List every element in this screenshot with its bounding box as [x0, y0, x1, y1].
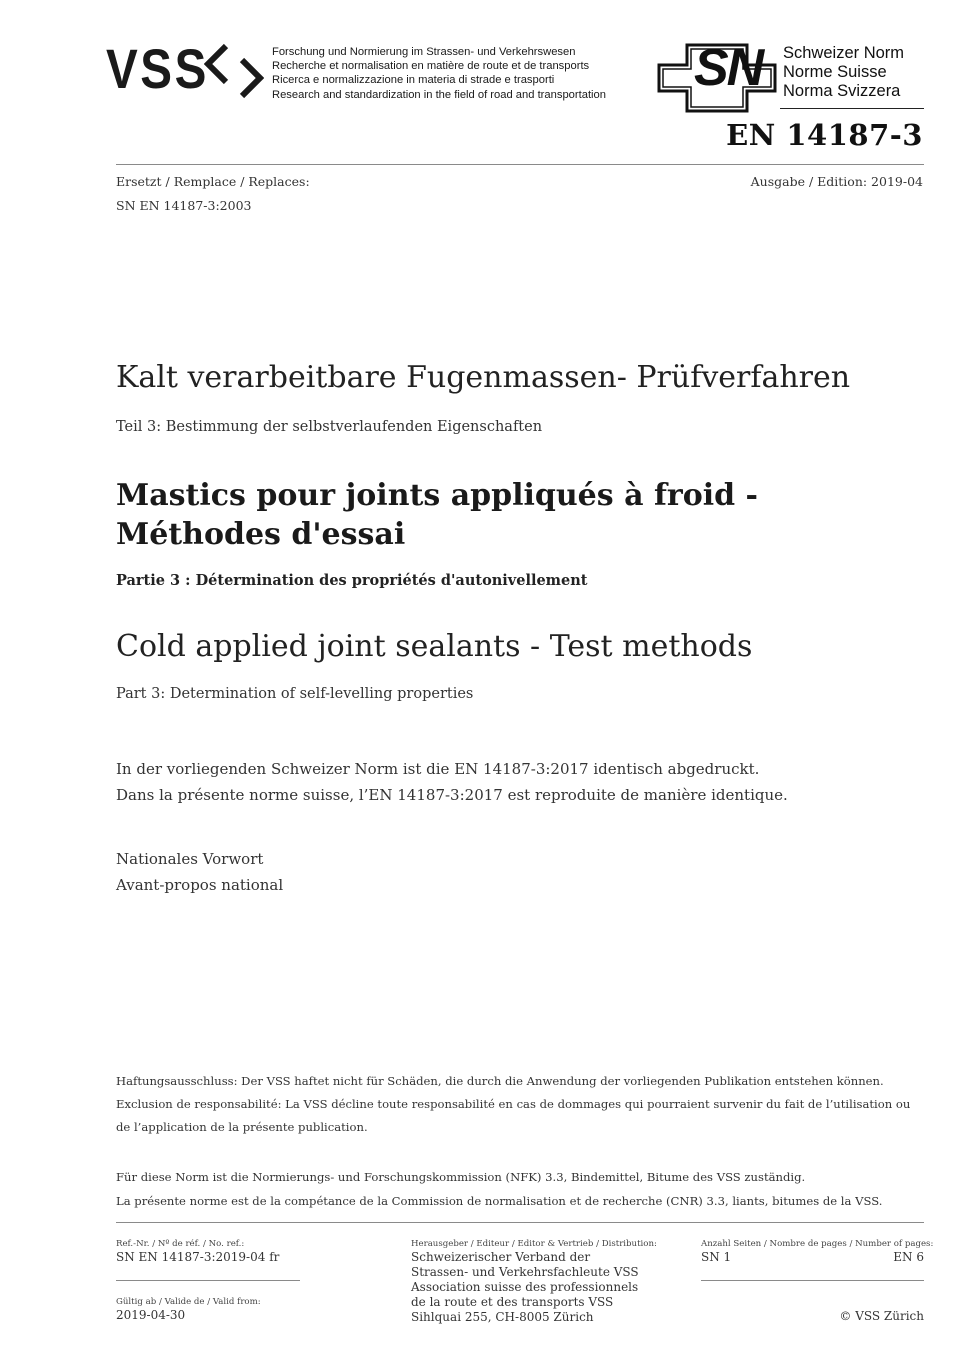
publisher-line: Schweizerischer Verband der — [411, 1250, 591, 1264]
page-count-divider — [701, 1280, 924, 1281]
title-german: Kalt verarbeitbare Fugenmassen- Prüfverfahren — [116, 360, 851, 395]
committee-german: Für diese Norm ist die Normierungs- und Forschungskommission (NFK) 3.3, Bindemittel, Bitume des VSS zuständig. — [116, 1170, 806, 1184]
reference-divider — [116, 1280, 300, 1281]
identical-note-german: In der vorliegenden Schweizer Norm ist die EN 14187-3:2017 identisch abgedruckt. — [116, 760, 760, 778]
sn-norm-name: Norme Suisse — [783, 63, 887, 82]
org-tagline-line: Ricerca e normalizzazione in materia di strade e trasporti — [272, 74, 555, 87]
footer-divider — [116, 1222, 924, 1223]
foreword-german: Nationales Vorwort — [116, 850, 264, 868]
replaces-label: Ersetzt / Remplace / Replaces: — [116, 174, 310, 189]
edition-info: Ausgabe / Edition: 2019-04 — [750, 174, 923, 189]
org-tagline — [272, 45, 606, 102]
page-count-en: EN 6 — [893, 1250, 924, 1264]
vss-logo-text: VSS — [106, 37, 209, 100]
subtitle-french: Partie 3 : Détermination des propriétés d'autonivellement — [116, 572, 588, 589]
sn-norm-name: Norma Svizzera — [783, 82, 901, 101]
reference-label: Ref.-Nr. / Nº de réf. / No. ref.: — [116, 1239, 245, 1249]
title-french — [116, 476, 758, 554]
title-french-line: Méthodes d'essai — [116, 517, 406, 552]
title-french-line: Mastics pour joints appliqués à froid - — [116, 478, 758, 513]
copyright: © VSS Zürich — [839, 1309, 924, 1323]
sn-logo-text: SN — [694, 39, 763, 97]
org-tagline-line: Forschung und Normierung im Strassen- und Verkehrswesen — [272, 46, 576, 58]
publisher-line: Sihlquai 255, CH-8005 Zürich — [411, 1310, 594, 1324]
document-number: EN 14187-3 — [726, 118, 923, 152]
subtitle-english: Part 3: Determination of self-levelling properties — [116, 686, 474, 702]
disclaimer-german: Haftungsausschluss: Der VSS haftet nicht für Schäden, die durch die Anwendung der vorliegenden Publikation entstehen können. — [116, 1074, 884, 1088]
identical-note-french: Dans la présente norme suisse, l’EN 14187-3:2017 est reproduite de manière identique. — [116, 786, 788, 804]
sn-logo-underline — [780, 108, 924, 109]
disclaimer-french-cont: de l’application de la présente publication. — [116, 1120, 368, 1134]
publisher-line: Association suisse des professionnels — [411, 1280, 639, 1294]
committee-french: La présente norme est de la compétance de la Commission de normalisation et de recherche (CNR) 3.3, liants, bitumes de la VSS. — [116, 1194, 883, 1208]
sn-norm-names — [783, 44, 904, 102]
header-divider — [116, 164, 924, 165]
valid-from-value: 2019-04-30 — [116, 1308, 186, 1322]
page-count-sn: SN 1 — [701, 1250, 732, 1264]
replaces-value: SN EN 14187-3:2003 — [116, 198, 252, 213]
org-tagline-line: Recherche et normalisation en matière de route et de transports — [272, 60, 590, 73]
valid-from-label: Gültig ab / Valide de / Valid from: — [116, 1297, 261, 1307]
org-tagline-line: Research and standardization in the field of road and transportation — [272, 88, 606, 101]
foreword-french: Avant-propos national — [116, 876, 284, 894]
reference-value: SN EN 14187-3:2019-04 fr — [116, 1250, 280, 1264]
disclaimer-french: Exclusion de responsabilité: La VSS décline toute responsabilité en cas de dommages qui pourraient survenir du fait de l’utilisation ou — [116, 1097, 911, 1111]
page-count-label: Anzahl Seiten / Nombre de pages / Number of pages: — [701, 1239, 934, 1249]
publisher-line: Strassen- und Verkehrsfachleute VSS — [411, 1265, 639, 1279]
publisher-address — [411, 1250, 639, 1325]
sn-norm-name: Schweizer Norm — [783, 44, 905, 62]
vss-logo — [106, 37, 266, 102]
publisher-line: de la route et des transports VSS — [411, 1295, 614, 1309]
title-english: Cold applied joint sealants - Test methods — [116, 629, 753, 664]
publisher-label: Herausgeber / Editeur / Editor & Vertrieb / Distribution: — [411, 1239, 657, 1249]
subtitle-german: Teil 3: Bestimmung der selbstverlaufenden Eigenschaften — [116, 419, 543, 435]
vss-chevron-icon — [204, 42, 264, 102]
